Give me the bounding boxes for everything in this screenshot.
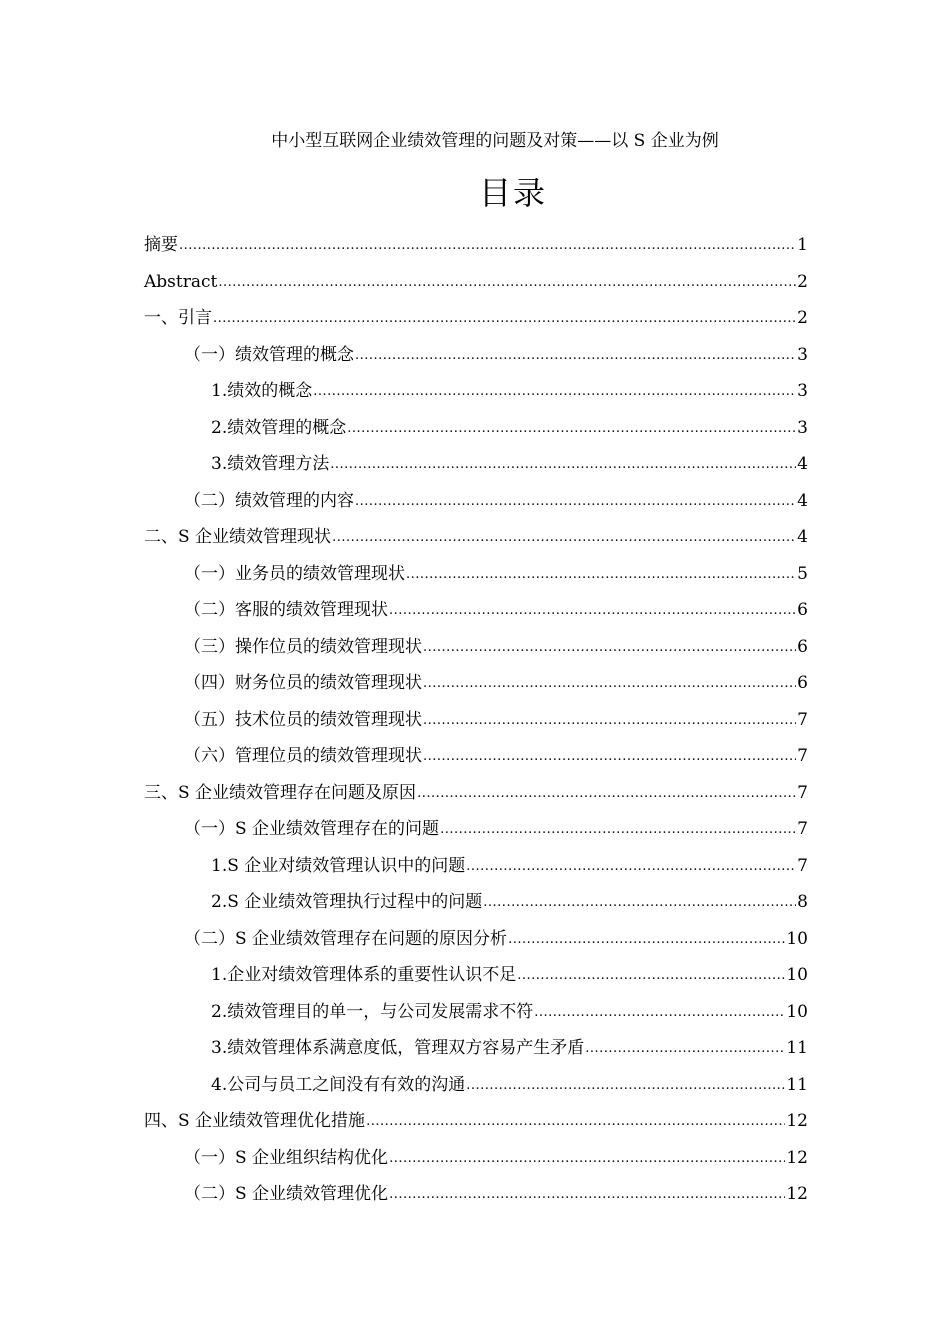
toc-entry-label: 四、S 企业绩效管理优化措施 xyxy=(144,1111,366,1131)
toc-page-number: 7 xyxy=(797,746,808,766)
toc-page-number: 11 xyxy=(786,1038,808,1058)
toc-entry-label: 2.绩效管理目的单一，与公司发展需求不符 xyxy=(211,1001,534,1022)
toc-entry[interactable] xyxy=(144,670,808,707)
toc-dot-leader xyxy=(423,669,796,697)
toc-page-number: 10 xyxy=(786,928,808,949)
toc-dot-leader xyxy=(466,1071,785,1099)
table-of-contents xyxy=(144,232,808,1218)
toc-entry-label: （二）绩效管理的内容 xyxy=(184,490,354,511)
toc-entry-label: 一、引言 xyxy=(144,308,212,328)
toc-page-number: 3 xyxy=(797,381,808,401)
toc-entry-label: （一）绩效管理的概念 xyxy=(184,344,354,365)
toc-entry-label: （一）业务员的绩效管理现状 xyxy=(184,563,405,584)
toc-entry[interactable] xyxy=(144,488,808,525)
toc-page-number: 7 xyxy=(797,782,808,803)
toc-page-number: 3 xyxy=(797,417,808,438)
toc-entry-label: （一）S 企业绩效管理存在的问题 xyxy=(184,819,440,839)
toc-entry[interactable] xyxy=(144,415,808,452)
toc-dot-leader xyxy=(330,450,796,478)
toc-page-number: 12 xyxy=(786,1147,808,1168)
toc-page-number: 7 xyxy=(797,819,808,839)
toc-entry[interactable] xyxy=(144,853,808,890)
toc-page-number: 12 xyxy=(786,1184,808,1204)
toc-entry-label: （二）客服的绩效管理现状 xyxy=(184,600,388,620)
toc-page-number: 7 xyxy=(797,855,808,876)
toc-dot-leader xyxy=(423,633,796,661)
toc-entry[interactable] xyxy=(144,634,808,671)
toc-dot-leader xyxy=(313,377,796,405)
toc-page-number: 10 xyxy=(786,965,808,985)
toc-page-number: 8 xyxy=(797,892,808,912)
toc-entry-label: （二）S 企业绩效管理优化 xyxy=(184,1184,389,1204)
toc-page-number: 2 xyxy=(797,271,808,292)
toc-page-number: 12 xyxy=(786,1111,808,1131)
toc-dot-leader xyxy=(585,1034,785,1062)
toc-page-number: 1 xyxy=(797,235,808,255)
toc-dot-leader xyxy=(218,268,796,296)
toc-entry[interactable] xyxy=(144,999,808,1036)
toc-page-number: 11 xyxy=(786,1074,808,1095)
toc-entry[interactable] xyxy=(144,816,808,853)
toc-page-number: 4 xyxy=(797,454,808,474)
toc-dot-leader xyxy=(332,523,796,551)
toc-page-number: 4 xyxy=(797,490,808,511)
toc-dot-leader xyxy=(483,888,796,916)
page-title: 目录 xyxy=(478,174,547,212)
toc-entry[interactable] xyxy=(144,597,808,634)
toc-entry-label: （四）财务位员的绩效管理现状 xyxy=(184,673,422,693)
toc-dot-leader xyxy=(213,304,796,332)
toc-entry[interactable] xyxy=(144,1145,808,1182)
toc-entry-label: （六）管理位员的绩效管理现状 xyxy=(184,746,422,766)
toc-entry[interactable] xyxy=(144,743,808,780)
toc-page-number: 5 xyxy=(797,563,808,584)
toc-entry-label: 二、S 企业绩效管理现状 xyxy=(144,527,332,547)
toc-entry[interactable] xyxy=(144,1108,808,1145)
toc-entry-label: 2.绩效管理的概念 xyxy=(211,417,347,438)
toc-dot-leader xyxy=(389,1144,785,1172)
toc-entry[interactable] xyxy=(144,962,808,999)
toc-entry[interactable] xyxy=(144,232,808,269)
toc-entry[interactable] xyxy=(144,524,808,561)
toc-page-number: 10 xyxy=(786,1001,808,1022)
toc-entry-label: 2.S 企业绩效管理执行过程中的问题 xyxy=(211,892,483,912)
toc-entry-label: （二）S 企业绩效管理存在问题的原因分析 xyxy=(184,928,508,949)
toc-entry[interactable] xyxy=(144,889,808,926)
toc-entry[interactable] xyxy=(144,378,808,415)
toc-entry[interactable] xyxy=(144,926,808,963)
toc-entry[interactable] xyxy=(144,561,808,598)
toc-page-number: 6 xyxy=(797,673,808,693)
toc-page-number: 2 xyxy=(797,308,808,328)
toc-dot-leader xyxy=(423,706,796,734)
toc-dot-leader xyxy=(423,742,796,770)
toc-dot-leader xyxy=(366,1107,785,1135)
toc-dot-leader xyxy=(389,596,796,624)
toc-entry[interactable] xyxy=(144,707,808,744)
toc-entry[interactable] xyxy=(144,451,808,488)
toc-entry-label: 1.绩效的概念 xyxy=(211,381,313,401)
toc-dot-leader xyxy=(440,815,796,843)
toc-entry-label: 4.公司与员工之间没有有效的沟通 xyxy=(211,1074,466,1095)
toc-entry-label: 1.S 企业对绩效管理认识中的问题 xyxy=(211,855,466,876)
toc-entry-label: 3.绩效管理方法 xyxy=(211,454,330,474)
toc-entry[interactable] xyxy=(144,342,808,379)
toc-entry-label: （三）操作位员的绩效管理现状 xyxy=(184,636,422,657)
toc-entry[interactable] xyxy=(144,1072,808,1109)
toc-page-number: 4 xyxy=(797,527,808,547)
toc-entry[interactable] xyxy=(144,780,808,817)
toc-dot-leader xyxy=(389,1180,785,1208)
toc-dot-leader xyxy=(417,779,796,807)
toc-dot-leader xyxy=(517,961,785,989)
toc-page-number: 7 xyxy=(797,709,808,730)
toc-dot-leader xyxy=(355,341,796,369)
toc-dot-leader xyxy=(355,487,796,515)
toc-page-number: 3 xyxy=(797,344,808,365)
toc-entry-label: 摘要 xyxy=(144,235,178,255)
toc-page-number: 6 xyxy=(797,636,808,657)
toc-entry[interactable] xyxy=(144,305,808,342)
toc-entry-label: （五）技术位员的绩效管理现状 xyxy=(184,709,422,730)
toc-entry[interactable] xyxy=(144,1181,808,1218)
toc-dot-leader xyxy=(466,852,796,880)
toc-dot-leader xyxy=(508,925,785,953)
toc-dot-leader xyxy=(534,998,785,1026)
toc-entry-label: 3.绩效管理体系满意度低，管理双方容易产生矛盾 xyxy=(211,1038,585,1058)
document-subtitle: 中小型互联网企业绩效管理的问题及对策——以 S 企业为例 xyxy=(271,131,719,151)
toc-entry-label: 1.企业对绩效管理体系的重要性认识不足 xyxy=(211,965,517,985)
toc-entry-label: （一）S 企业组织结构优化 xyxy=(184,1147,389,1168)
toc-entry-label: 三、S 企业绩效管理存在问题及原因 xyxy=(144,782,417,803)
toc-entry[interactable] xyxy=(144,269,808,306)
toc-dot-leader xyxy=(406,560,796,588)
toc-entry[interactable] xyxy=(144,1035,808,1072)
toc-dot-leader xyxy=(347,414,796,442)
toc-dot-leader xyxy=(179,231,796,259)
toc-page-number: 6 xyxy=(797,600,808,620)
toc-entry-label: Abstract xyxy=(144,271,218,292)
